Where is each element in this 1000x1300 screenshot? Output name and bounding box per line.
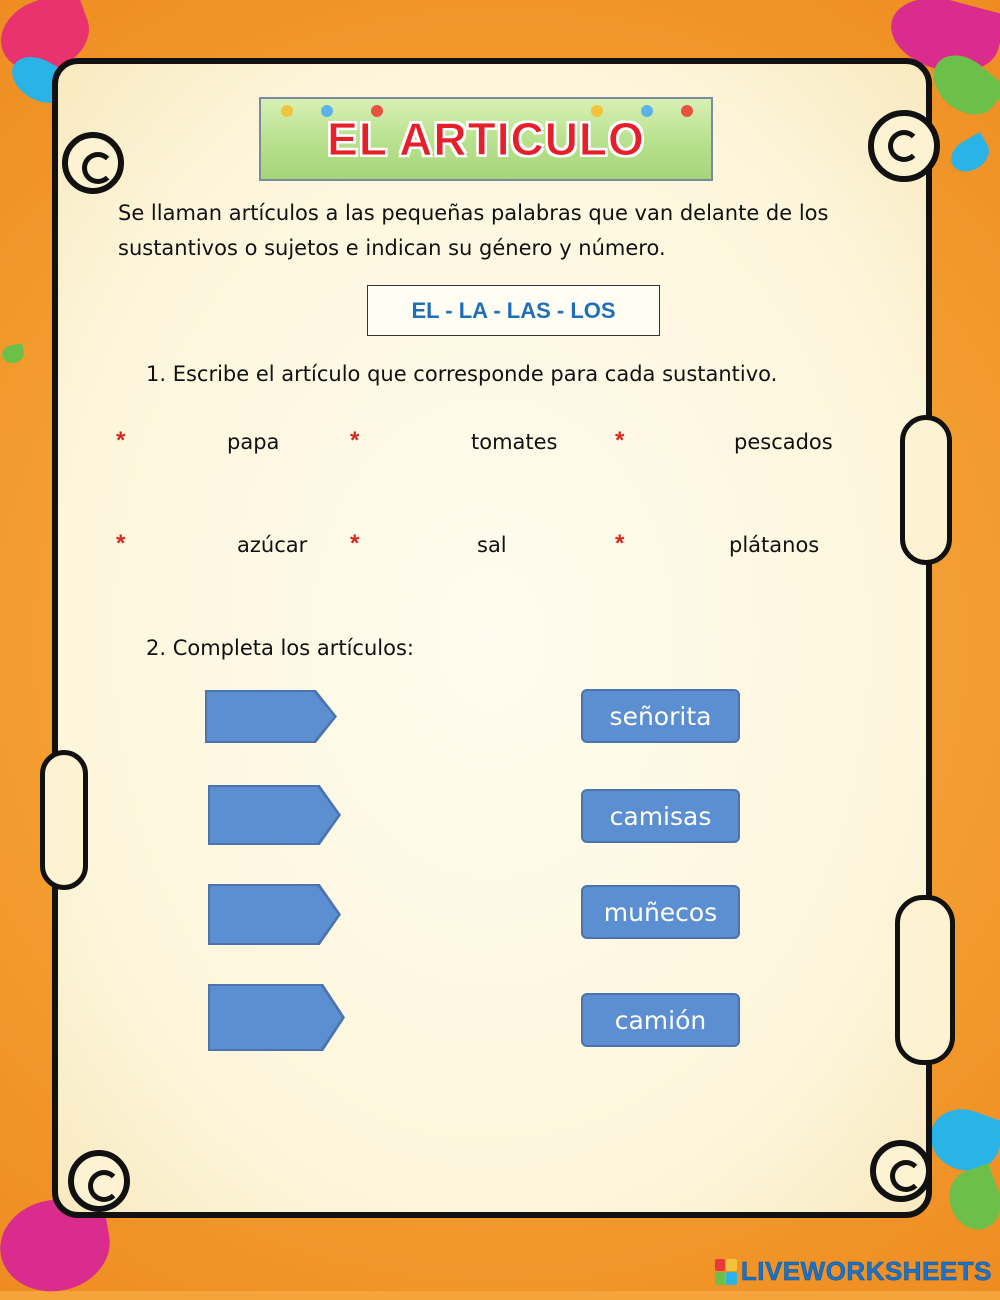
scroll-right-edge-decoration xyxy=(900,415,952,565)
word-camisas: camisas xyxy=(581,789,740,843)
scroll-right-lower-edge-decoration xyxy=(895,895,955,1065)
noun-sal: sal xyxy=(477,533,507,557)
page-title: EL ARTICULO xyxy=(327,113,645,165)
scroll-curl-top-left-decoration xyxy=(62,132,124,194)
title-banner xyxy=(259,97,713,181)
word-senorita: señorita xyxy=(581,689,740,743)
scroll-curl-bottom-left-decoration xyxy=(68,1150,130,1212)
question-1-title: 1. Escribe el artículo que corresponde para cada sustantivo. xyxy=(146,362,778,386)
banner-decoration-dot xyxy=(681,105,693,117)
word-camion: camión xyxy=(581,993,740,1047)
asterisk-marker: * xyxy=(615,530,625,557)
question-2-title: 2. Completa los artículos: xyxy=(146,636,414,660)
asterisk-marker: * xyxy=(116,530,126,557)
articles-box: EL - LA - LAS - LOS xyxy=(367,285,660,336)
asterisk-marker: * xyxy=(615,427,625,454)
asterisk-marker: * xyxy=(116,427,126,454)
article-answer-field-4[interactable] xyxy=(210,986,342,1049)
noun-platanos: plátanos xyxy=(729,533,820,557)
noun-pescados: pescados xyxy=(734,430,833,454)
scroll-curl-top-right-decoration xyxy=(868,110,940,182)
banner-decoration-dot xyxy=(281,105,293,117)
word-munecos: muñecos xyxy=(581,885,740,939)
scroll-left-edge-decoration xyxy=(40,750,88,890)
article-answer-field-1[interactable] xyxy=(207,692,334,741)
liveworksheets-logo-icon xyxy=(715,1259,737,1285)
asterisk-marker: * xyxy=(350,530,360,557)
asterisk-marker: * xyxy=(350,427,360,454)
intro-paragraph: Se llaman artículos a las pequeñas palabras que van delante de los sustantivos o sujetos e indican su género y número. xyxy=(118,201,829,260)
article-answer-field-2[interactable] xyxy=(210,787,338,843)
watermark-text: LIVEWORKSHEETS xyxy=(740,1256,992,1286)
article-answer-field-3[interactable] xyxy=(210,886,338,943)
watermark xyxy=(715,1256,992,1287)
noun-azucar: azúcar xyxy=(237,533,308,557)
noun-papa: papa xyxy=(227,430,280,454)
scroll-curl-bottom-right-decoration xyxy=(870,1140,932,1202)
noun-tomates: tomates xyxy=(471,430,558,454)
